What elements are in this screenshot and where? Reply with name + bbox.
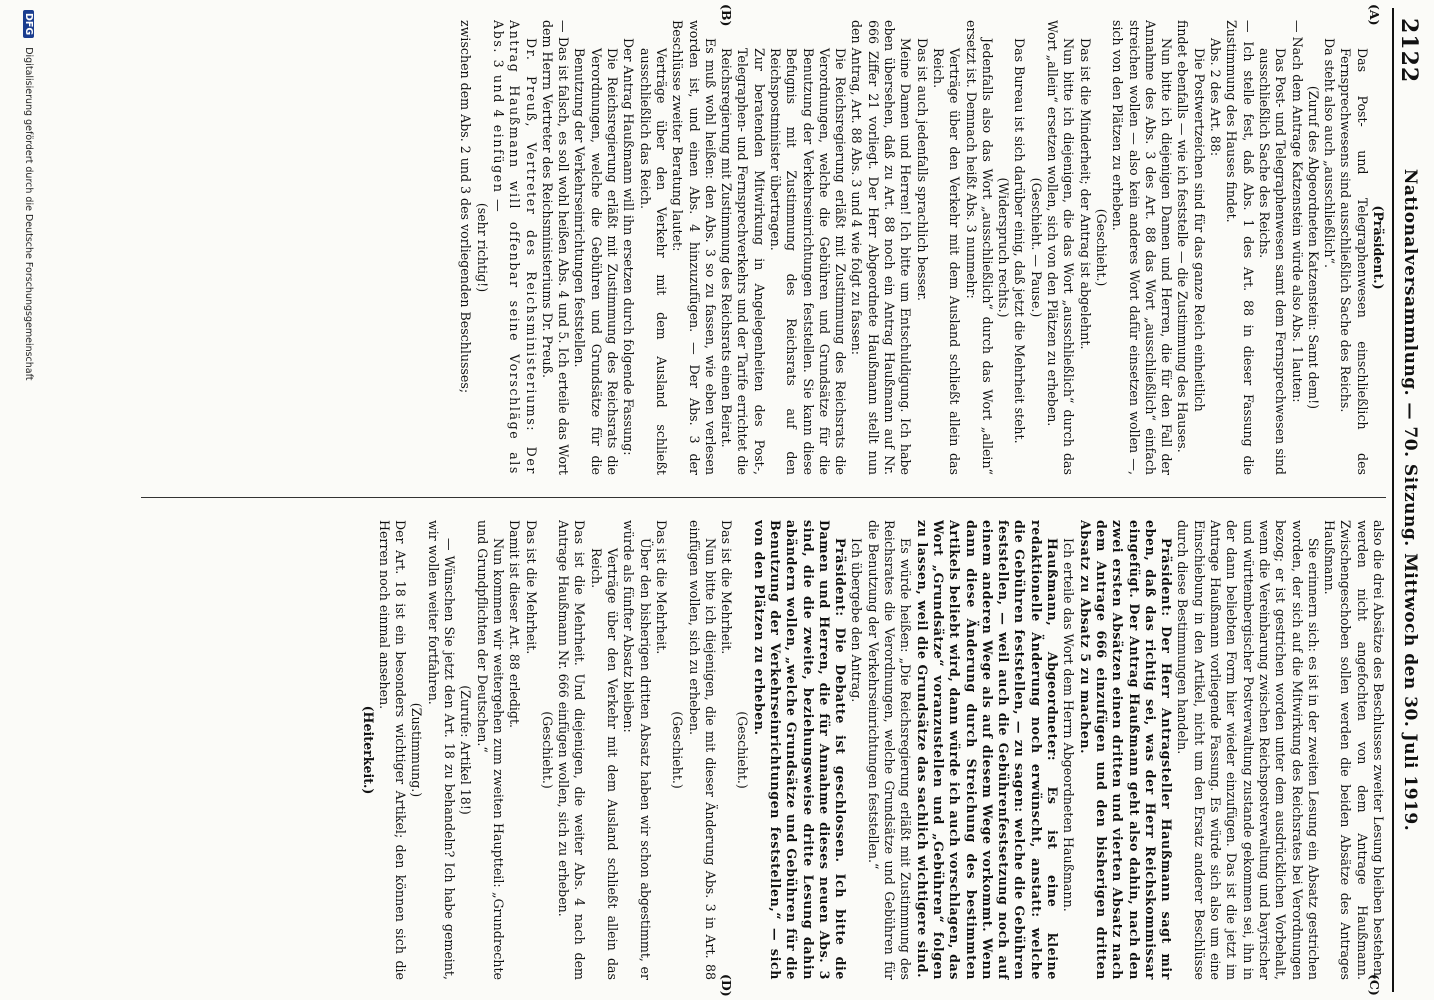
paragraph: Über den bisherigen dritten Absatz haben wir schon abgestimmt, er würde als fünfter Absatz bleiben: <box>621 520 653 980</box>
paragraph: (Zustimmung.) <box>409 702 425 798</box>
paragraph: (Zurufe: Artikel 18!) <box>458 685 474 815</box>
paragraph: Der Art. 18 ist ein besonders wichtiger Artikel; den können sich die Herren noch einmal ansehen. <box>376 520 409 980</box>
paragraph: Zur beratenden Mitwirkung in Angelegenheiten des Post-, Telegraphen- und Fernsprechverkehrs und der Tarife errichtet die Reichsregierung mit Zustimmung des Reichsrats einen Beirat. <box>719 48 767 475</box>
paragraph: (Geschieht.) <box>539 711 555 789</box>
page-header <box>1392 8 1428 992</box>
paragraph: Nun bitte ich diejenigen, die das Wort „ausschließlich“ durch das Wort „allein“ ersetzen wollen, sich von den Plätzen zu erheben. <box>1045 20 1077 475</box>
margin-marker-a: (A) <box>1367 4 1382 26</box>
paragraph: (Heiterkeit.) <box>360 705 376 795</box>
paragraph: Es muß wohl heißen: den Abs. 3 so zu fassen, wie eben verlesen worden ist, und einen Abs. 4 hinzuzufügen. — Der Abs. 3 der Beschlüsse zweiter Beratung lautet: <box>670 20 718 475</box>
paragraph: Das ist auch jedenfalls sprachlich besser. <box>914 38 930 302</box>
paragraph: — Wünschen Sie jetzt den Art. 18 zu behandeln? Ich habe gemeint, wir wollen weiter fortfahren. <box>425 520 458 980</box>
paragraph: (Geschieht.) <box>670 711 686 789</box>
page-number: 2122 <box>1396 18 1422 84</box>
paragraph: Das Bureau ist sich darüber einig, daß jetzt die Mehrheit steht. <box>1012 38 1028 444</box>
paragraph: (Präsident.) <box>1371 205 1386 290</box>
paragraph: Damit ist dieser Art. 88 erledigt. <box>507 520 523 729</box>
paragraph: Jedenfalls also das Wort „ausschließlich“ durch das Wort „allein“ ersetzt ist. Demnach heißt Abs. 3 nunmehr: <box>963 20 995 475</box>
paragraph: also die drei Absätze des Beschlusses zweiter Lesung bleiben bestehen, werden nicht angefochten von dem Antrage Haußmann. Zwischengeschoben sollen werden die beiden Absätze des Antrages Haußmann. <box>1322 520 1386 980</box>
dfg-logo: DFG <box>23 10 34 38</box>
paragraph: Die Postwertzeichen sind für das ganze Reich einheitlich <box>1191 48 1207 412</box>
paragraph: (sehr richtig!) <box>474 202 490 293</box>
page-title: Nationalversammlung. — 70. Sitzung. Mittwoch den 30. Juli 1919. <box>1400 168 1420 832</box>
paragraph: Das ist die Mehrheit. <box>653 520 669 655</box>
paragraph: Das ist die Mehrheit. <box>719 520 735 655</box>
paragraph: findet ebenfalls — wie ich feststelle — die Zustimmung des Hauses. <box>1175 20 1191 453</box>
paragraph: Da steht also auch „ausschließlich“. <box>1322 38 1338 268</box>
margin-marker-d: (D) <box>719 974 734 997</box>
paragraph: zwischen dem Abs. 2 und 3 des vorliegenden Beschlusses; <box>458 20 474 394</box>
paragraph: Das ist die Mehrheit. Und diejenigen, die weiter Abs. 4 nach dem Antrage Haußmann Nr. 666 einfügen wollen, sich zu erheben. <box>556 520 588 980</box>
speaker-paragraph: Präsident: Die Debatte ist geschlossen. Ich bitte die Damen und Herren, die für Annahme dieses neuen Abs. 3 sind, die die zweite, beziehungsweise dritte Lesung dahin abändern wollen, „welche Grundsätze und Gebühren für die Benutzung der Verkehrseinrichtungen feststellen,“ — sich von den Plätzen zu erheben. <box>751 520 849 980</box>
paragraph: — Ich stelle fest, daß Abs. 1 des Art. 88 in dieser Fassung die Zustimmung des Hauses findet. <box>1224 20 1256 475</box>
paragraph: Das ist die Mehrheit. <box>523 520 539 655</box>
paragraph: Der Antrag Haußmann will ihn ersetzen durch folgende Fassung: <box>621 38 637 456</box>
digitization-credit <box>23 10 34 990</box>
paragraph: Ich erteile das Wort dem Herrn Abgeordneten Haußmann. <box>1061 538 1077 912</box>
paragraph: (Zuruf des Abgeordneten Katzenstein: Samt dem!) <box>1305 85 1321 410</box>
paragraph: Sie erinnern sich: es ist in der zweiten Lesung ein Absatz gestrichen worden, der sich auf die Mitwirkung des Reichsrates bei Verordnungen bezog; er ist gestrichen worden unter dem ausdrücklichen Vorbehalt, wenn die Vereinbarung zwischen Reichspostverwaltung und bayrischer und württembergischer Postverwaltung zustande gekommen sei, ihn in der dann beliebten Form hier wieder einzufügen. Das ist die jetzt im Antrage Haußmann vorliegende Fassung. Es würde sich also um eine Einschiebung in den Artikel, nicht um den Ersatz anderer Beschlüsse durch diese Bestimmungen handeln. <box>1175 520 1321 980</box>
margin-marker-c: (C) <box>1367 974 1382 996</box>
paragraph: Ich übergebe den Antrag. <box>849 538 865 703</box>
paragraph: Verträge über den Verkehr mit dem Ausland schließt ausschließlich das Reich. <box>637 48 669 475</box>
paragraph: Nun kommen wir weitergehen zum zweiten Hauptteil: „Grundrechte und Grundpflichten der Deutschen.“ <box>474 520 506 980</box>
speaker-paragraph: Präsident: Der Herr Antragsteller Haußmann sagt mir eben, daß das richtig sei, was der Herr Reichskommissar eingefügt. Der Antrag Haußmann geht also dahin, nach den zwei ersten Absätzen einen dritten und vierten Absatz nach dem Antrage 666 einzufügen und den bisherigen dritten Absatz zu Absatz 5 zu machen. <box>1077 520 1175 980</box>
column-divider <box>141 497 1386 498</box>
paragraph: Nun bitte ich diejenigen Damen und Herren, die für den Fall der Annahme des Abs. 3 des Art. 88 das Wort „ausschließlich“ einfach streichen wollen — also kein anderes Wort dafür einsetzen wollen —, sich von den Plätzen zu erheben. <box>1110 20 1175 475</box>
paragraph: — Das ist falsch, es soll wohl heißen Abs. 4 und 5. Ich erteile das Wort dem Herrn Vertreter des Reichsministeriums Dr. Preuß. <box>539 20 572 475</box>
margin-marker-b: (B) <box>719 4 734 27</box>
paragraph: (Widerspruch rechts.) <box>996 177 1012 318</box>
paragraph: (Geschieht.) <box>735 711 751 789</box>
paragraph: Die Reichsregierung erläßt mit Zustimmung des Reichsrats die Verordnungen, welche die Gebühren und Grundsätze für die Benutzung der Verkehrseinrichtungen feststellen. <box>572 48 621 475</box>
paragraph: — Nach dem Antrage Katzenstein würde also Abs. 1 lauten: <box>1289 20 1305 403</box>
speaker-paragraph: Dr. Preuß, Vertreter des Reichsministeriums: Der Antrag Haußmann will offenbar seine Vorschläge als Abs. 3 und 4 einfügen — <box>490 20 539 475</box>
paragraph: Das ist die Minderheit; der Antrag ist abgelehnt. <box>1077 38 1093 350</box>
paragraph: Abs. 2 des Art. 88: <box>1208 38 1224 157</box>
paragraph: (Geschieht. — Pause.) <box>1028 177 1044 318</box>
left-column <box>141 20 1386 475</box>
right-column <box>141 520 1386 980</box>
paragraph: Das Post- und Telegraphenwesen einschließlich des Fernsprechwesens sind ausschließlich Sache des Reichs. <box>1338 48 1370 475</box>
speaker-paragraph: Haußmann, Abgeordneter: Es ist eine kleine redaktionelle Änderung noch erwünscht, anstatt: welche die Gebühren feststellen, — zu sagen: welche die Gebühren feststellen, — weil auch die Gebührenfestsetzung noch auf einem anderen Wege als auf diesem Wege vorkommt. Wenn dann diese Änderung durch Streichung des bestimmten Artikels beliebt wird, dann würde ich auch vorschlagen, das Wort „Grundsätze“ voranzustellen und „Gebühren“ folgen zu lassen, weil die Grundsätze das sachlich wichtigere sind. <box>914 520 1061 980</box>
paragraph: Es würde heißen: „Die Reichsregierung erläßt mit Zustimmung des Reichsrates die Verordnungen, welche Grundsätze und Gebühren für die Benutzung der Verkehrseinrichtungen feststellen.“ <box>865 520 914 980</box>
paragraph: Das Post- und Telegraphenwesen samt dem Fernsprechwesen sind ausschließlich Sache des Reichs. <box>1256 48 1289 475</box>
paragraph: Meine Damen und Herren! Ich bitte um Entschuldigung. Ich habe eben übersehen, daß zu Art. 88 noch ein Antrag Haußmann auf Nr. 666 Ziffer 21 vorliegt. Der Herr Abgeordnete Haußmann stellt nun den Antrag, Art. 88 Abs. 3 und 4 wie folgt zu fassen: <box>849 20 914 475</box>
paragraph: Verträge über den Verkehr mit dem Ausland schließt allein das Reich. <box>930 48 963 475</box>
paragraph: (Geschieht.) <box>1093 208 1109 287</box>
paragraph: Die Reichsregierung erläßt mit Zustimmung des Reichsrats die Verordnungen, welche die Gebühren und Grundsätze für die Benutzung der Verkehrseinrichtungen feststellen. Sie kann diese Befugnis mit Zustimmung des Reichsrats auf den Reichspostminister übertragen. <box>768 48 849 475</box>
credit-text: Digitalisierung gefördert durch die Deutsche Forschungsgemeinschaft <box>23 47 34 381</box>
paragraph: Verträge über den Verkehr mit dem Ausland schließt allein das Reich. <box>588 548 621 980</box>
paragraph: Nun bitte ich diejenigen, die mit dieser Änderung Abs. 3 in Art. 88 einfügen wollen, sich zu erheben. <box>686 520 718 980</box>
